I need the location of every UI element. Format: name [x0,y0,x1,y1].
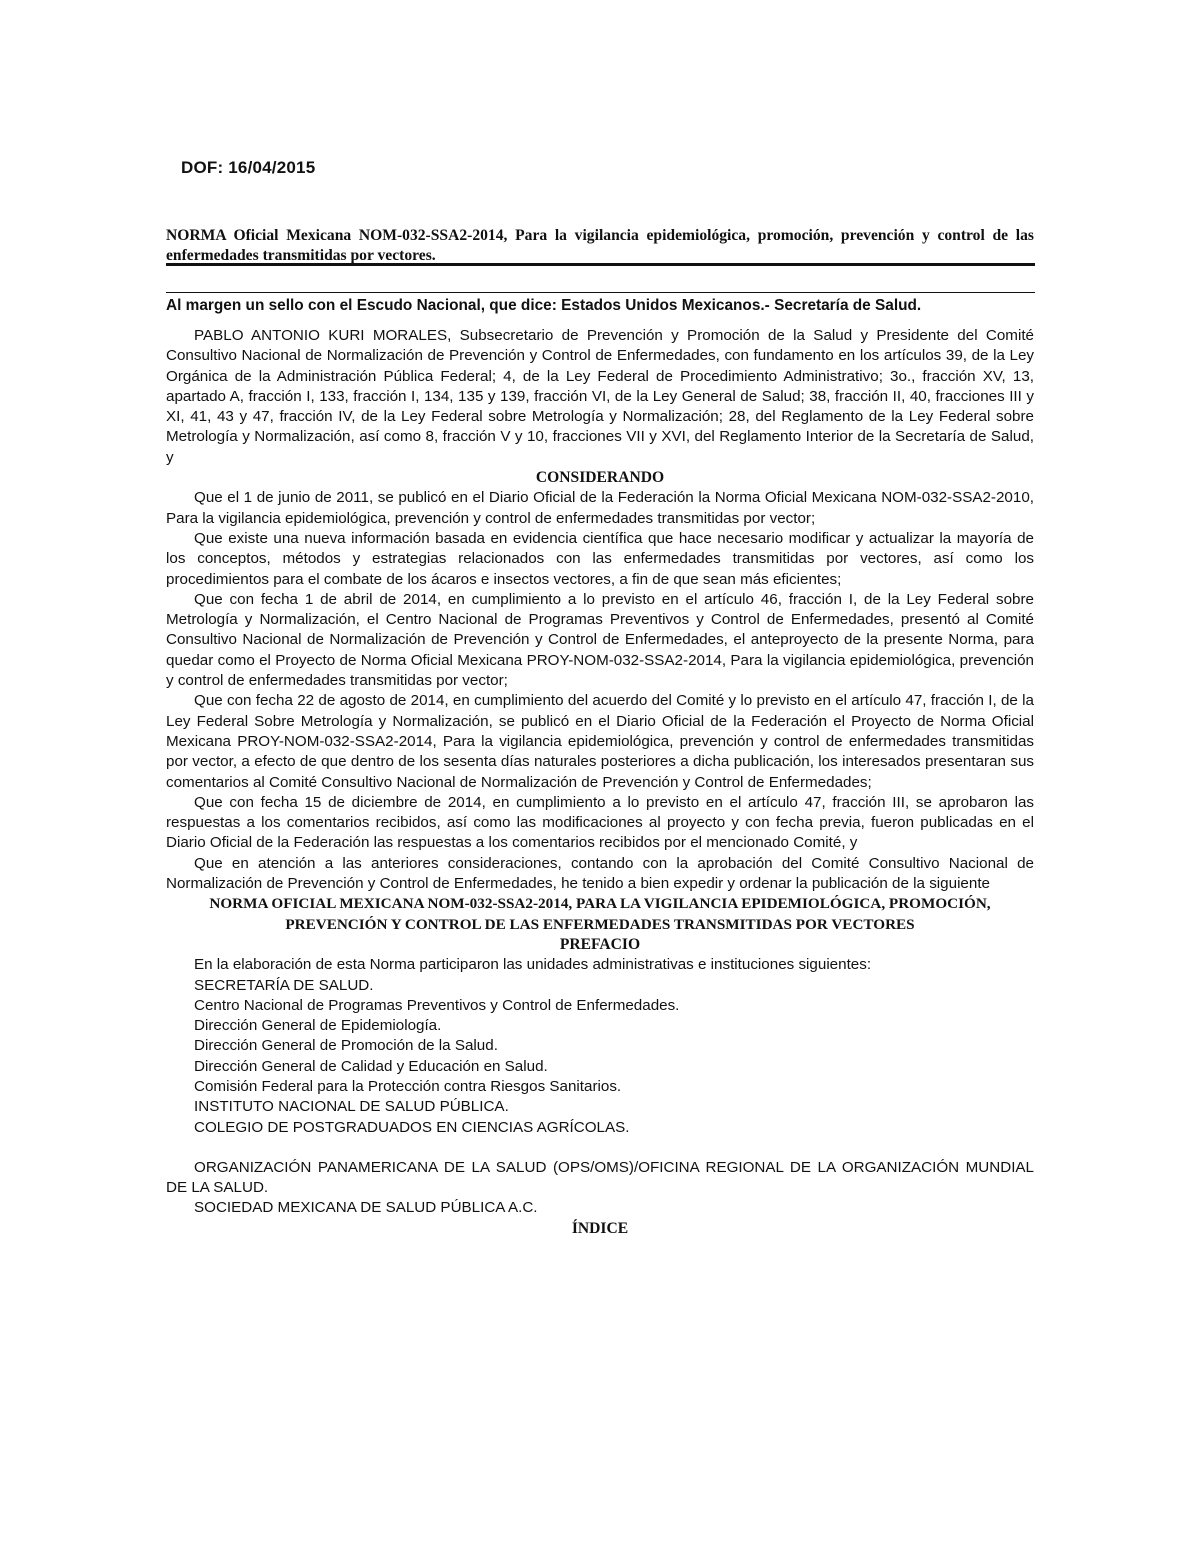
considerando-paragraph: Que el 1 de junio de 2011, se publicó en el Diario Oficial de la Federación la Norma Oficial Mexicana NOM-032-SSA2-2010, Para la vigilancia epidemiológica, prevención y control de enfermedades transmitidas por vector; [166,489,1034,527]
preamble-paragraph: PABLO ANTONIO KURI MORALES, Subsecretario de Prevención y Promoción de la Salud y Presidente del Comité Consultivo Nacional de Normalización de Prevención y Control de Enfermedades, con fundamento en los artículos 39, de la Ley Orgánica de la Administración Pública Federal; 4, de la Ley Federal de Procedimiento Administrativo; 3o., fracción XV, 13, apartado A, fracción I, 133, fracción I, 134, 135 y 139, fracción VI, de la Ley General de Salud; 38, fracción II, 40, fracciones III y XI, 41, 43 y 47, fracción IV, de la Ley Federal sobre Metrología y Normalización; 28, del Reglamento de la Ley Federal sobre Metrología y Normalización, así como 8, fracción V y 10, fracciones VII y XVI, del Reglamento Interior de la Secretaría de Salud, y [166,327,1034,466]
list-item: SECRETARÍA DE SALUD. [194,976,374,994]
list-item: COLEGIO DE POSTGRADUADOS EN CIENCIAS AGRÍCOLAS. [194,1118,630,1136]
list-item: Comisión Federal para la Protección contra Riesgos Sanitarios. [194,1077,622,1095]
list-item: Centro Nacional de Programas Preventivos y Control de Enfermedades. [194,996,680,1014]
considerando-paragraph: Que con fecha 22 de agosto de 2014, en cumplimiento del acuerdo del Comité y lo previsto en el artículo 47, fracción I, de la Ley Federal Sobre Metrología y Normalización, se publicó en el Diario Oficial de la Federación el Proyecto de Norma Oficial Mexicana PROY-NOM-032-SSA2-2014, Para la vigilancia epidemiológica, prevención y control de enfermedades transmitidas por vector, a efecto de que dentro de los sesenta días naturales posteriores a dicha publicación, los interesados presentaran sus comentarios al Comité Consultivo Nacional de Normalización de Prevención y Control de Enfermedades; [166,692,1034,791]
considerando-paragraph: Que con fecha 15 de diciembre de 2014, en cumplimiento a lo previsto en el artículo 47, fracción III, se aprobaron las respuestas a los comentarios recibidos, así como las modificaciones al proyecto y con fecha previa, fueron publicadas en el Diario Oficial de la Federación las respuestas a los comentarios recibidos por el mencionado Comité, y [166,793,1034,852]
considerando-paragraph: Que existe una nueva información basada en evidencia científica que hace necesario modificar y actualizar la mayoría de los conceptos, métodos y estrategias relacionados con las enfermedades transmitidas por vectores, así como los procedimientos para el combate de los ácaros e insectos vectores, a fin de que sean más eficientes; [166,529,1034,588]
considerando-heading: CONSIDERANDO [535,469,665,487]
ops-oms-paragraph: ORGANIZACIÓN PANAMERICANA DE LA SALUD (OPS/OMS)/OFICINA REGIONAL DE LA ORGANIZACIÓN MUNDIAL DE LA SALUD. [166,1158,1034,1197]
list-item: INSTITUTO NACIONAL DE SALUD PÚBLICA. [194,1098,509,1116]
considerando-paragraph: Que con fecha 1 de abril de 2014, en cumplimiento a lo previsto en el artículo 46, fracción I, de la Ley Federal sobre Metrología y Normalización, el Centro Nacional de Programas Preventivos y Control de Enfermedades, presentó al Comité Consultivo Nacional de Normalización de Prevención y Control de Enfermedades, el anteproyecto de la presente Norma, para quedar como el Proyecto de Norma Oficial Mexicana PROY-NOM-032-SSA2-2014, Para la vigilancia epidemiológica, prevención y control de enfermedades transmitidas por vector; [166,590,1034,690]
considerando-paragraph: Que en atención a las anteriores consideraciones, contando con la aprobación del Comité Consultivo Nacional de Normalización de Prevención y Control de Enfermedades, he tenido a bien expedir y ordenar la publicación de la siguiente [166,854,1034,893]
dof-date-line: DOF: 16/04/2015 [181,158,316,177]
list-item: Dirección General de Calidad y Educación en Salud. [194,1057,548,1075]
title-rule-thin [166,292,1035,293]
document-title: NORMA Oficial Mexicana NOM-032-SSA2-2014, Para la vigilancia epidemiológica, promoción, prevención y control de las enfermedades transmitidas por vectores. [166,227,1034,264]
document-body [166,326,1034,1239]
title-rule-thick [166,263,1035,266]
list-item: Dirección General de Epidemiología. [194,1017,442,1035]
prefacio-heading: PREFACIO [559,935,641,953]
indice-heading: ÍNDICE [571,1219,629,1237]
margin-note: Al margen un sello con el Escudo Nacional, que dice: Estados Unidos Mexicanos.- Secretaría de Salud. [166,297,922,314]
list-item: Dirección General de Promoción de la Salud. [194,1037,498,1055]
blank-line [166,1138,1034,1158]
norma-heading: NORMA OFICIAL MEXICANA NOM-032-SSA2-2014, PARA LA VIGILANCIA EPIDEMIOLÓGICA, PROMOCIÓN, PREVENCIÓN Y CONTROL DE LAS ENFERMEDADES TRANSMITIDAS POR VECTORES [209,895,991,933]
prefacio-intro: En la elaboración de esta Norma participaron las unidades administrativas e instituciones siguientes: [194,956,872,974]
institution-list [166,976,1034,1138]
smsp-line: SOCIEDAD MEXICANA DE SALUD PÚBLICA A.C. [194,1199,538,1217]
